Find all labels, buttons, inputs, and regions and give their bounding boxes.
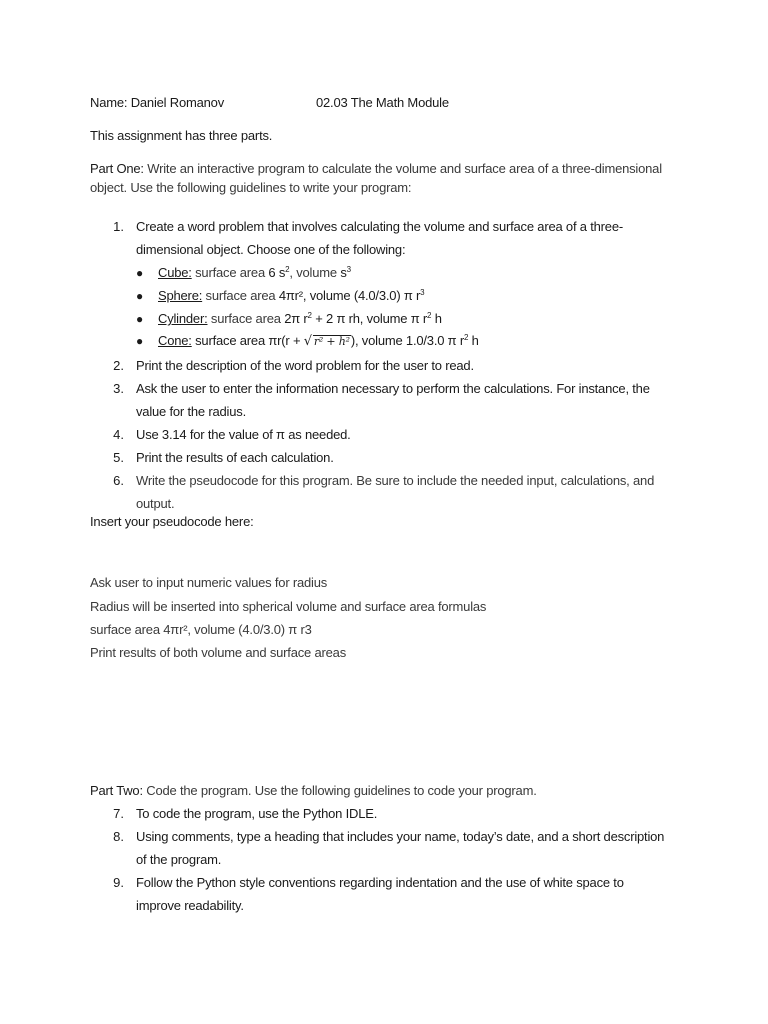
part-one-line2: object. Use the following guidelines to write your program: [90,180,412,195]
pseudocode-line: Ask user to input numeric values for radius [90,575,328,590]
pseudocode-line: Print results of both volume and surface areas [90,645,346,660]
step-number: 6. [113,473,124,488]
name-line [90,95,224,111]
step-text: Ask the user to enter the information necessary to perform the calculations. For instance, the [136,381,650,396]
sqrt-radicand: r² + h² [313,335,350,348]
bullet: ● [136,334,144,348]
part-one-line1: Part One: Write an interactive program to calculate the volume and surface area of a three-dimensional [90,161,662,176]
pseudocode-line: surface area 4πr², volume (4.0/3.0) π r3 [90,622,312,637]
bullet: ● [136,289,144,303]
sqrt-icon: √ [303,334,312,349]
step-number: 9. [113,875,124,890]
module-title: 02.03 The Math Module [316,95,449,110]
shape-cone: Cone: surface area πr(r + √ r² + h²), volume 1.0/3.0 π $r^2$ h [158,333,479,349]
step-number: 2. [113,358,124,373]
step-text-cont: improve readability. [136,898,244,913]
step-number: 7. [113,806,124,821]
step-text-cont: value for the radius. [136,404,246,419]
pseudocode-prompt: Insert your pseudocode here: [90,514,254,529]
student-name: Name: Daniel Romanov [90,95,225,110]
pseudocode-line: Radius will be inserted into spherical volume and surface area formulas [90,599,487,614]
step-number: 8. [113,829,124,844]
step-text: Print the results of each calculation. [136,450,334,465]
step-text: To code the program, use the Python IDLE. [136,806,378,821]
step-text-cont: of the program. [136,852,222,867]
step-number: 3. [113,381,124,396]
step-number: 5. [113,450,124,465]
step-number: 1. [113,219,124,234]
step-text: Write the pseudocode for this program. Be sure to include the needed input, calculations, and [136,473,655,488]
step-text: Follow the Python style conventions regarding indentation and the use of white space to [136,875,624,890]
step-text: Using comments, type a heading that includes your name, today’s date, and a short description [136,829,665,844]
shape-cube: Cube: surface area 6 $s^2$, volume $s^3$ [158,265,351,280]
part-two-line: Part Two: Code the program. Use the following guidelines to code your program. [90,783,537,798]
bullet: ● [136,266,144,280]
bullet: ● [136,312,144,326]
shape-sphere: Sphere: surface area 4πr², volume (4.0/3.0) π $r^3$ [158,288,425,303]
step-text: Use 3.14 for the value of π as needed. [136,427,351,442]
step-text: Create a word problem that involves calculating the volume and surface area of a three- [136,219,623,234]
step-text-cont: dimensional object. Choose one of the following: [136,242,406,257]
part-two-label: Part Two: [90,783,143,798]
step-text: Print the description of the word problem for the user to read. [136,358,474,373]
step-text-cont: output. [136,496,175,511]
part-one-label: Part One: [90,161,144,176]
step-number: 4. [113,427,124,442]
shape-cylinder: Cylinder: surface area 2π $r^2 + 2$ π rh, volume π $r^2$ h [158,311,442,326]
intro-text: This assignment has three parts. [90,128,273,143]
